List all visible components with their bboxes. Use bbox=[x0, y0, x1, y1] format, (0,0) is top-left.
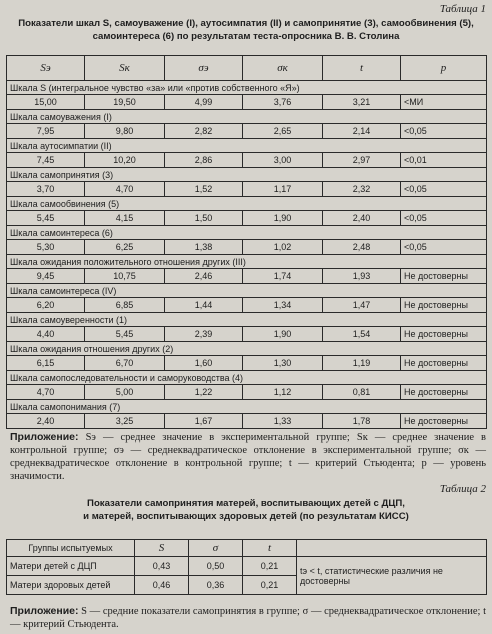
table1-scale-label: Шкала самообвинения (5) bbox=[7, 197, 487, 211]
table2-note-label: Приложение: bbox=[10, 605, 79, 617]
table1-value-cell: 1,38 bbox=[165, 240, 243, 255]
table2-header-cell: t bbox=[243, 540, 297, 557]
table1-value-cell: 1,17 bbox=[243, 182, 323, 197]
table1-value-cell: Не достоверны bbox=[401, 269, 487, 284]
table1-value-cell: 7,45 bbox=[7, 153, 85, 168]
table1-value-cell: 4,40 bbox=[7, 327, 85, 342]
table1-value-cell: 1,47 bbox=[323, 298, 401, 313]
table1-caption bbox=[10, 17, 482, 43]
table1-note-label: Приложение: bbox=[10, 431, 79, 443]
table1-value-cell: 4,70 bbox=[85, 182, 165, 197]
table1-value-cell: 1,74 bbox=[243, 269, 323, 284]
table-row bbox=[7, 557, 487, 576]
table1-value-cell: 4,99 bbox=[165, 95, 243, 110]
table2-value-cell: 0,43 bbox=[135, 557, 189, 576]
table1-value-cell: 1,22 bbox=[165, 385, 243, 400]
table-row bbox=[7, 327, 487, 342]
table1-value-cell: 10,20 bbox=[85, 153, 165, 168]
table2-header-cell: Группы испытуемых bbox=[7, 540, 135, 557]
table2-header-cell: S bbox=[135, 540, 189, 557]
table1-value-cell: Не достоверны bbox=[401, 356, 487, 371]
table1-value-cell: 2,40 bbox=[323, 211, 401, 226]
table1-scale-label: Шкала аутосимпатии (II) bbox=[7, 139, 487, 153]
table1-value-cell: <0,05 bbox=[401, 240, 487, 255]
table1-value-cell: 3,21 bbox=[323, 95, 401, 110]
table2-value-cell: 0,36 bbox=[189, 576, 243, 595]
table1-value-cell: 0,81 bbox=[323, 385, 401, 400]
table2-caption bbox=[10, 497, 482, 523]
table1-value-cell: 7,95 bbox=[7, 124, 85, 139]
table1-value-cell: 6,85 bbox=[85, 298, 165, 313]
table1-value-cell: <0,05 bbox=[401, 211, 487, 226]
table1-header-row bbox=[7, 56, 487, 81]
table1-header-cell: σк bbox=[243, 56, 323, 81]
table1-value-cell: 2,39 bbox=[165, 327, 243, 342]
table2-conclusion: tэ < t, статистические различия не достоверны bbox=[297, 557, 487, 595]
table1-value-cell: 1,50 bbox=[165, 211, 243, 226]
table1-value-cell: 1,34 bbox=[243, 298, 323, 313]
table1-value-cell: 15,00 bbox=[7, 95, 85, 110]
table1-value-cell: Не достоверны bbox=[401, 385, 487, 400]
table2-header-empty bbox=[297, 540, 487, 557]
table1-scale-row bbox=[7, 81, 487, 95]
table1-value-cell: <МИ bbox=[401, 95, 487, 110]
table-row bbox=[7, 269, 487, 284]
table1-value-cell: 1,52 bbox=[165, 182, 243, 197]
table-row bbox=[7, 385, 487, 400]
table1-value-cell: 2,32 bbox=[323, 182, 401, 197]
table1-scale-row bbox=[7, 284, 487, 298]
table2-value-cell: 0,21 bbox=[243, 576, 297, 595]
table2-group-cell: Матери детей с ДЦП bbox=[7, 557, 135, 576]
table1-scale-label: Шкала ожидания положительного отношения других (III) bbox=[7, 255, 487, 269]
table1-value-cell: 1,67 bbox=[165, 414, 243, 429]
table-row bbox=[7, 95, 487, 110]
table1-scale-row bbox=[7, 400, 487, 414]
table1-header-cell: Sк bbox=[85, 56, 165, 81]
table1-value-cell: 5,00 bbox=[85, 385, 165, 400]
table-row bbox=[7, 182, 487, 197]
table1-header-cell: σэ bbox=[165, 56, 243, 81]
table1-value-cell: 5,45 bbox=[7, 211, 85, 226]
table2 bbox=[6, 539, 487, 595]
table1-value-cell: 1,90 bbox=[243, 211, 323, 226]
table1-value-cell: 1,78 bbox=[323, 414, 401, 429]
table1-value-cell: 1,54 bbox=[323, 327, 401, 342]
table1-value-cell: 2,65 bbox=[243, 124, 323, 139]
table1-value-cell: 1,19 bbox=[323, 356, 401, 371]
table-row bbox=[7, 414, 487, 429]
table1-note bbox=[10, 431, 486, 483]
table1-value-cell: 9,80 bbox=[85, 124, 165, 139]
table2-group-cell: Матери здоровых детей bbox=[7, 576, 135, 595]
table1-value-cell: 2,97 bbox=[323, 153, 401, 168]
table1-value-cell: Не достоверны bbox=[401, 327, 487, 342]
table1-value-cell: 2,40 bbox=[7, 414, 85, 429]
table2-value-cell: 0,21 bbox=[243, 557, 297, 576]
table2-note bbox=[10, 605, 486, 631]
table1-value-cell: 5,30 bbox=[7, 240, 85, 255]
table1-value-cell: 3,25 bbox=[85, 414, 165, 429]
table1-scale-row bbox=[7, 371, 487, 385]
table1-value-cell: 1,44 bbox=[165, 298, 243, 313]
table2-caption-line2: и матерей, воспитывающих здоровых детей (по результатам КИСС) bbox=[83, 511, 409, 522]
table1-value-cell: 1,12 bbox=[243, 385, 323, 400]
table2-note-text: S — средние показатели самопринятия в группе; σ — среднеквадратическое отклонение; t — критерий Стьюдента. bbox=[10, 606, 486, 630]
table-row bbox=[7, 356, 487, 371]
table1-scale-label: Шкала самопонимания (7) bbox=[7, 400, 487, 414]
table1-scale-label: Шкала самоинтереса (6) bbox=[7, 226, 487, 240]
table-row bbox=[7, 211, 487, 226]
table1-label: Таблица 1 bbox=[439, 3, 486, 15]
table1-scale-row bbox=[7, 197, 487, 211]
table1-scale-row bbox=[7, 168, 487, 182]
table1-value-cell: <0,01 bbox=[401, 153, 487, 168]
table1-header-cell: Sэ bbox=[7, 56, 85, 81]
table1-value-cell: 10,75 bbox=[85, 269, 165, 284]
table1-scale-row bbox=[7, 342, 487, 356]
table1-scale-label: Шкала самоуважения (I) bbox=[7, 110, 487, 124]
table1-value-cell: 6,15 bbox=[7, 356, 85, 371]
table1-value-cell: 6,70 bbox=[85, 356, 165, 371]
table2-header-cell: σ bbox=[189, 540, 243, 557]
table1-scale-row bbox=[7, 139, 487, 153]
table1-scale-label: Шкала самоинтереса (IV) bbox=[7, 284, 487, 298]
table1-value-cell: 9,45 bbox=[7, 269, 85, 284]
table1-caption-line2: самоинтереса (6) по результатам теста-опросника В. В. Столина bbox=[92, 31, 400, 42]
table1-value-cell: Не достоверны bbox=[401, 298, 487, 313]
table1-scale-label: Шкала самопоследовательности и саморуководства (4) bbox=[7, 371, 487, 385]
table-row bbox=[7, 153, 487, 168]
table1-value-cell: 3,70 bbox=[7, 182, 85, 197]
table1-value-cell: 2,82 bbox=[165, 124, 243, 139]
table1-scale-row bbox=[7, 255, 487, 269]
table1-value-cell: 2,46 bbox=[165, 269, 243, 284]
table1-value-cell: <0,05 bbox=[401, 124, 487, 139]
table-row bbox=[7, 240, 487, 255]
table1-value-cell: 19,50 bbox=[85, 95, 165, 110]
table-row bbox=[7, 124, 487, 139]
table1-header-cell: t bbox=[323, 56, 401, 81]
table1-value-cell: 1,02 bbox=[243, 240, 323, 255]
table1-value-cell: 2,86 bbox=[165, 153, 243, 168]
table1-value-cell: 1,33 bbox=[243, 414, 323, 429]
table2-caption-line1: Показатели самопринятия матерей, воспитывающих детей с ДЦП, bbox=[87, 498, 405, 509]
table1-caption-line1: Показатели шкал S, самоуважение (I), аутосимпатия (II) и самопринятие (3), самообвинения (5), bbox=[18, 18, 474, 29]
table1-note-text: Sэ — среднее значение в экспериментальной группе; Sк — среднее значение в контрольной группе; σэ — среднеквадратическое отклонение в экспериментальной группе; σк — среднеквадратическое отклонение в контрольной группе; t — критерий Стьюдента; p — уровень значимости. bbox=[10, 432, 487, 482]
table1-value-cell: 4,15 bbox=[85, 211, 165, 226]
table1-value-cell: 2,48 bbox=[323, 240, 401, 255]
table1-scale-row bbox=[7, 313, 487, 327]
table1-scale-label: Шкала самоуверенности (1) bbox=[7, 313, 487, 327]
table1-value-cell: 6,20 bbox=[7, 298, 85, 313]
table1-scale-row bbox=[7, 226, 487, 240]
table1-header-cell: p bbox=[401, 56, 487, 81]
table1-value-cell: 1,60 bbox=[165, 356, 243, 371]
table2-value-cell: 0,46 bbox=[135, 576, 189, 595]
table1-scale-label: Шкала S (интегральное чувство «за» или «против собственного «Я») bbox=[7, 81, 487, 95]
table1-scale-row bbox=[7, 110, 487, 124]
table1-value-cell: 5,45 bbox=[85, 327, 165, 342]
table1-value-cell: 1,90 bbox=[243, 327, 323, 342]
table1-value-cell: <0,05 bbox=[401, 182, 487, 197]
table1-value-cell: 1,93 bbox=[323, 269, 401, 284]
table1-scale-label: Шкала ожидания отношения других (2) bbox=[7, 342, 487, 356]
table1-value-cell: 3,00 bbox=[243, 153, 323, 168]
table1-value-cell: 2,14 bbox=[323, 124, 401, 139]
table-row bbox=[7, 298, 487, 313]
table1-value-cell: 6,25 bbox=[85, 240, 165, 255]
table2-header-row bbox=[7, 540, 487, 557]
table1-scale-label: Шкала самопринятия (3) bbox=[7, 168, 487, 182]
table1 bbox=[6, 55, 487, 429]
table1-value-cell: 4,70 bbox=[7, 385, 85, 400]
table1-value-cell: 1,30 bbox=[243, 356, 323, 371]
table1-value-cell: Не достоверны bbox=[401, 414, 487, 429]
table2-value-cell: 0,50 bbox=[189, 557, 243, 576]
table1-value-cell: 3,76 bbox=[243, 95, 323, 110]
table2-label: Таблица 2 bbox=[439, 483, 486, 495]
